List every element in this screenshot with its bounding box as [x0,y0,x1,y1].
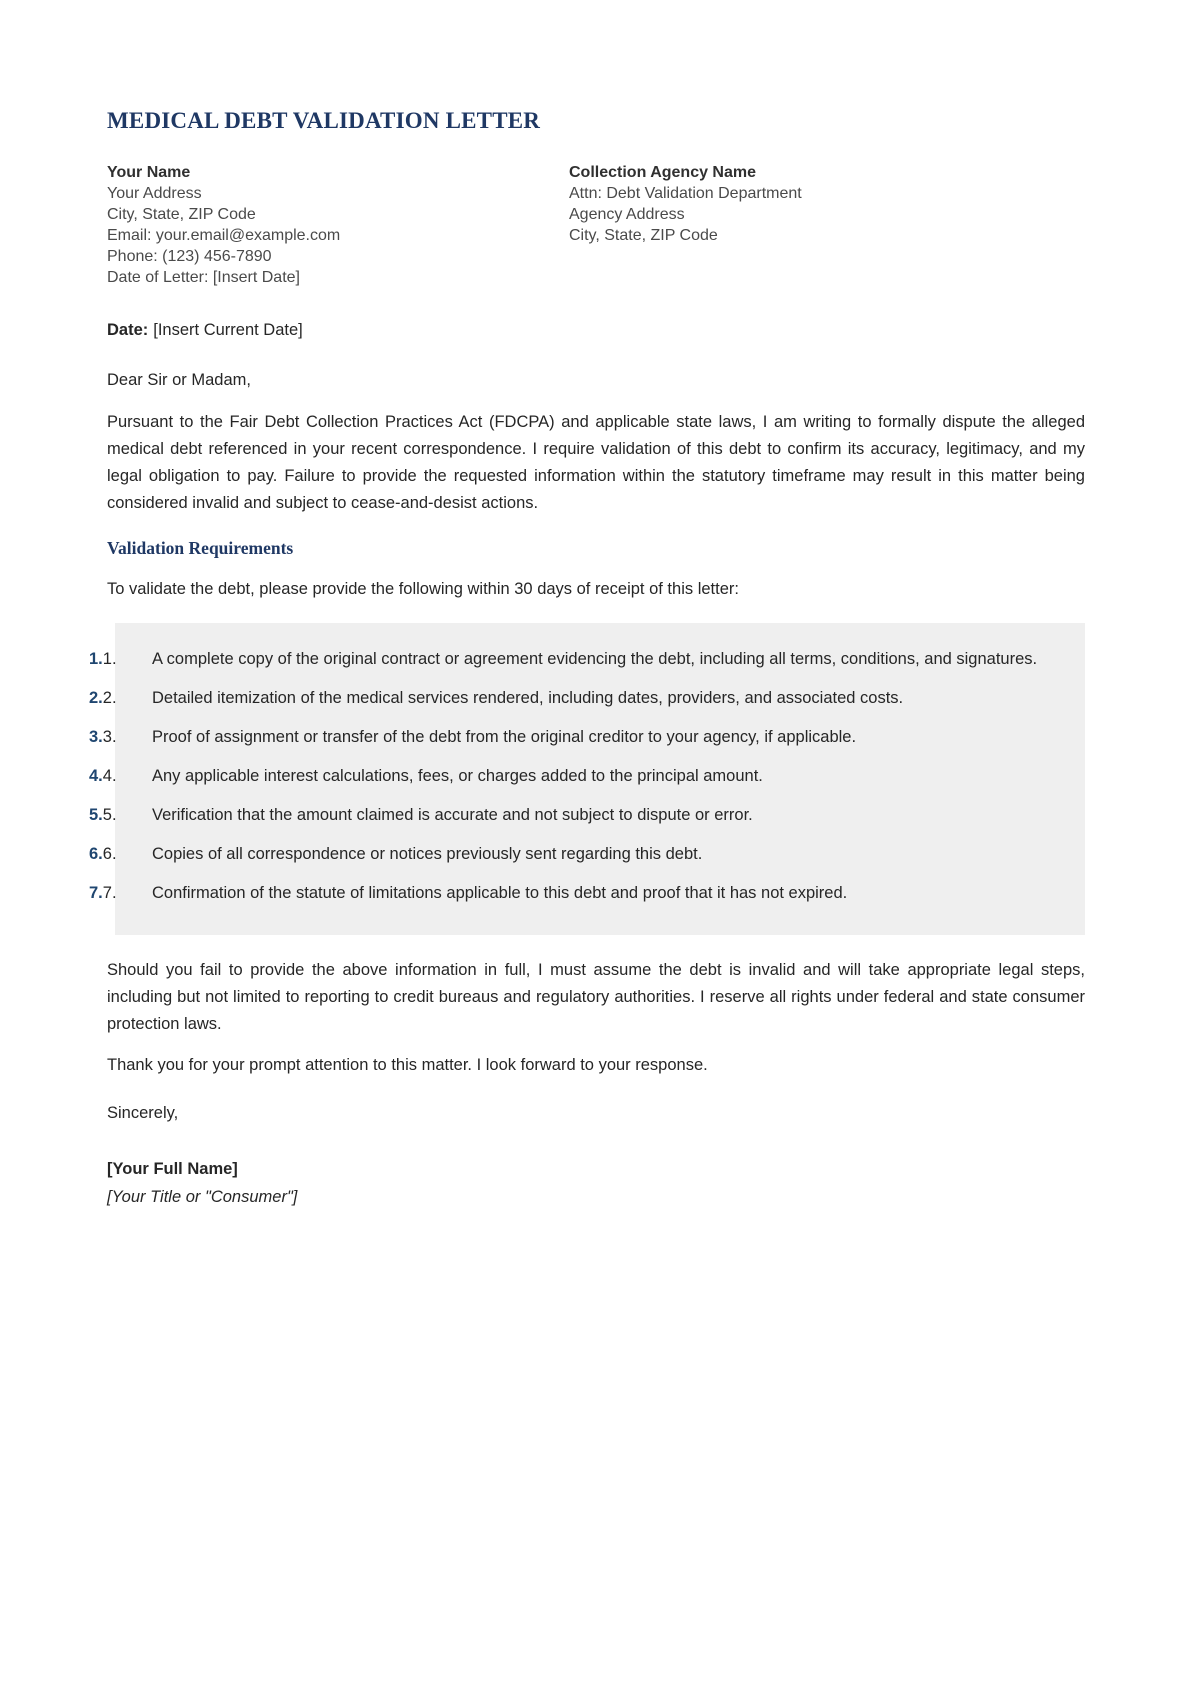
list-item-text: Confirmation of the statute of limitations applicable to this debt and proof that it has not expired. [152,884,848,902]
salutation: Dear Sir or Madam, [107,371,251,389]
list-item-ordinal: 3. [102,728,117,746]
sender-email: Email: your.email@example.com [107,227,341,244]
list-item-marker: 7. [89,884,103,902]
list-item-marker: 1. [89,650,103,668]
list-item-number [89,880,152,907]
recipient-attn: Attn: Debt Validation Department [569,185,802,202]
list-item-ordinal: 7. [102,884,117,902]
list-item-number [89,763,152,790]
list-item [89,685,1045,712]
list-item-ordinal: 1. [102,650,117,668]
list-item-number [89,646,152,673]
signature-block [107,1155,1085,1211]
list-item-ordinal: 6. [102,845,117,863]
date-value: [Insert Current Date] [153,321,303,339]
list-item-number [89,685,152,712]
section-heading: Validation Requirements [107,538,294,558]
list-item-marker: 5. [89,806,103,824]
address-block [107,162,1085,288]
list-item [89,841,1045,868]
requirements-intro: To validate the debt, please provide the following within 30 days of receipt of this letter: [107,580,739,598]
intro-paragraph: Pursuant to the Fair Debt Collection Practices Act (FDCPA) and applicable state laws, I am writing to formally dispute the alleged medical debt referenced in your recent correspondence. I require validation of this debt to confirm its accuracy, legitimacy, and my legal obligation to pay. Failure to provide the requested information within the statutory timeframe may result in this matter being considered invalid and subject to cease-and-desist actions. [107,413,1085,512]
letter-title: MEDICAL DEBT VALIDATION LETTER [107,108,541,133]
list-item-ordinal: 2. [102,689,117,707]
list-item-text: Detailed itemization of the medical services rendered, including dates, providers, and associated costs. [152,689,904,707]
consequences-paragraph: Should you fail to provide the above information in full, I must assume the debt is invalid and will take appropriate legal steps, including but not limited to reporting to credit bureaus and regulatory authorities. I reserve all rights under federal and state consumer protection laws. [107,961,1085,1033]
requirements-list [89,623,1085,935]
recipient-address: Agency Address [569,206,685,223]
list-item [89,763,1045,790]
date-label: Date: [107,321,149,339]
signoff: Sincerely, [107,1104,179,1122]
list-item [89,880,1045,907]
list-item-marker: 3. [89,728,103,746]
list-item-ordinal: 5. [102,806,117,824]
sender-address: Your Address [107,185,202,202]
list-item-number [89,802,152,829]
list-item-number [89,841,152,868]
sender-block [107,162,569,288]
list-item-marker: 6. [89,845,103,863]
list-item [89,724,1045,751]
list-item-text: Copies of all correspondence or notices previously sent regarding this debt. [152,845,703,863]
sender-city-state-zip: City, State, ZIP Code [107,206,256,223]
recipient-city-state-zip: City, State, ZIP Code [569,227,718,244]
list-item-marker: 4. [89,767,103,785]
sender-phone: Phone: (123) 456-7890 [107,248,272,265]
sender-letter-date: Date of Letter: [Insert Date] [107,269,300,286]
list-item-marker: 2. [89,689,103,707]
closing-paragraph: Thank you for your prompt attention to this matter. I look forward to your response. [107,1056,708,1074]
list-item-text: A complete copy of the original contract or agreement evidencing the debt, including all terms, conditions, and signatures. [152,650,1038,668]
signature-title: [Your Title or "Consumer"] [107,1188,298,1206]
list-item-number [89,724,152,751]
list-item-text: Any applicable interest calculations, fees, or charges added to the principal amount. [152,767,763,785]
list-item-text: Verification that the amount claimed is accurate and not subject to dispute or error. [152,806,753,824]
list-item [89,646,1045,673]
list-item-text: Proof of assignment or transfer of the debt from the original creditor to your agency, if applicable. [152,728,857,746]
recipient-block [569,162,1085,288]
sender-name: Your Name [107,164,191,181]
recipient-name: Collection Agency Name [569,164,757,181]
list-item [89,802,1045,829]
list-item-ordinal: 4. [102,767,117,785]
signature-name: [Your Full Name] [107,1160,238,1178]
date-line [107,317,1085,344]
